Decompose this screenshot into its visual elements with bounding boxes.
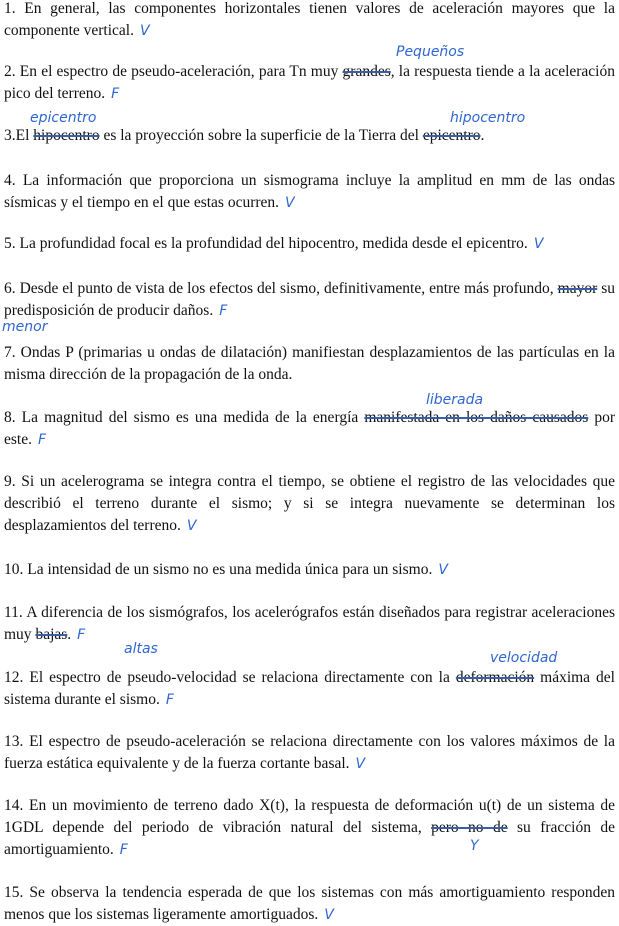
statement-1 (4, 0, 615, 42)
statement-text: , la respuesta tiende a la aceleración pico del terreno. (4, 63, 615, 102)
answer-mark: F (77, 627, 86, 643)
statement-6 (4, 278, 615, 322)
statement-text: máxima del sistema durante el sismo. (4, 669, 615, 708)
statement-12 (4, 667, 615, 711)
handwritten-epicentro: epicentro (30, 110, 97, 126)
answer-mark: F (219, 303, 228, 319)
struck-word: epicentro (422, 127, 481, 144)
answer-mark: F (37, 432, 47, 448)
statement-4 (4, 170, 615, 214)
handwritten-hipocentro: hipocentro (450, 110, 526, 126)
handwritten-menor: menor (2, 319, 48, 335)
statement-15 (4, 882, 615, 926)
statement-text: 13. El espectro de pseudo-aceleración se relaciona directamente con los valores máximos de la fuerza estática equivalente y de la fuerza cortante basal. (4, 733, 615, 772)
answer-mark: V (355, 756, 366, 772)
statement-text: 4. La información que proporciona un sismograma incluye la amplitud en mm de las ondas sísmicas y el tiempo en el que estas ocurren. (4, 172, 615, 211)
struck-word: deformación (455, 669, 535, 686)
struck-phrase: pero no de (431, 819, 508, 836)
struck-word: mayor (557, 280, 598, 297)
answer-mark: V (533, 236, 544, 252)
struck-phrase: manifestada en los daños causados (364, 409, 589, 426)
statement-text: . (480, 127, 485, 144)
struck-word: hipocentro (33, 127, 100, 144)
statement-text: 8. La magnitud del sismo es una medida de la energía (4, 409, 365, 426)
answer-mark: V (186, 518, 197, 534)
handwritten-pequenos: Pequeños (396, 44, 465, 60)
statement-text: . (67, 626, 72, 643)
statement-text: 11. A diferencia de los sismógrafos, los acelerógrafos están diseñados para registrar aceleraciones muy (4, 604, 615, 643)
statement-10 (4, 559, 615, 581)
statement-7 (4, 342, 615, 386)
statement-text: 12. El espectro de pseudo-velocidad se relaciona directamente con la (4, 669, 456, 686)
answer-mark: V (324, 907, 334, 923)
answer-mark: F (165, 692, 174, 708)
statement-3 (4, 125, 615, 147)
handwritten-altas: altas (124, 641, 158, 657)
statement-8 (4, 407, 615, 451)
answer-mark: V (438, 562, 448, 578)
statement-text: 15. Se observa la tendencia esperada de que los sistemas con más amortiguamiento responden menos que los sistemas ligeramente amortiguados. (4, 884, 615, 923)
statement-text: 10. La intensidad de un sismo no es una medida única para un sismo. (4, 561, 433, 578)
statement-text: su predisposición de producir daños. (4, 280, 615, 319)
statement-13 (4, 731, 615, 775)
statement-text: su fracción de amortiguamiento. (4, 819, 615, 858)
handwritten-velocidad: velocidad (490, 650, 558, 666)
statement-text: 2. En el espectro de pseudo-aceleración, para Tn muy (4, 63, 343, 80)
statement-text: 3.El (4, 127, 34, 144)
answer-mark: F (111, 86, 120, 102)
statement-text: 7. Ondas P (primarias u ondas de dilatación) manifiestan desplazamientos de las partículas en la misma dirección de la propagación de la onda. (4, 344, 615, 383)
statement-text: 6. Desde el punto de vista de los efectos del sismo, definitivamente, entre más profundo, (4, 280, 558, 297)
statement-text: es la proyección sobre la superficie de la Tierra del (99, 127, 423, 144)
handwritten-liberada: liberada (426, 392, 484, 408)
answer-mark: V (139, 23, 150, 39)
statement-9 (4, 471, 615, 537)
statement-11 (4, 602, 615, 646)
statement-text: 14. En un movimiento de terreno dado X(t), la respuesta de deformación u(t) de un sistema de 1GDL depende del periodo de vibración natural del sistema, (4, 797, 615, 836)
handwritten-y: Y (470, 838, 479, 854)
statement-text: 9. Si un acelerograma se integra contra el tiempo, se obtiene el registro de las velocidades que describió el terreno durante el sismo; y si se integra nuevamente se determinan los desplazamientos del terreno. (4, 473, 615, 534)
statement-2 (4, 61, 615, 105)
struck-word: bajas (35, 626, 68, 643)
answer-mark: V (285, 195, 295, 211)
statement-14 (4, 795, 615, 861)
statement-5 (4, 233, 615, 255)
answer-mark: F (119, 842, 128, 858)
struck-word: grandes (342, 63, 391, 80)
statement-text: por este. (4, 409, 615, 448)
statement-text: 5. La profundidad focal es la profundidad del hipocentro, medida desde el epicentro. (4, 235, 528, 252)
statement-text: 1. En general, las componentes horizontales tienen valores de aceleración mayores que la componente vertical. (4, 0, 615, 39)
